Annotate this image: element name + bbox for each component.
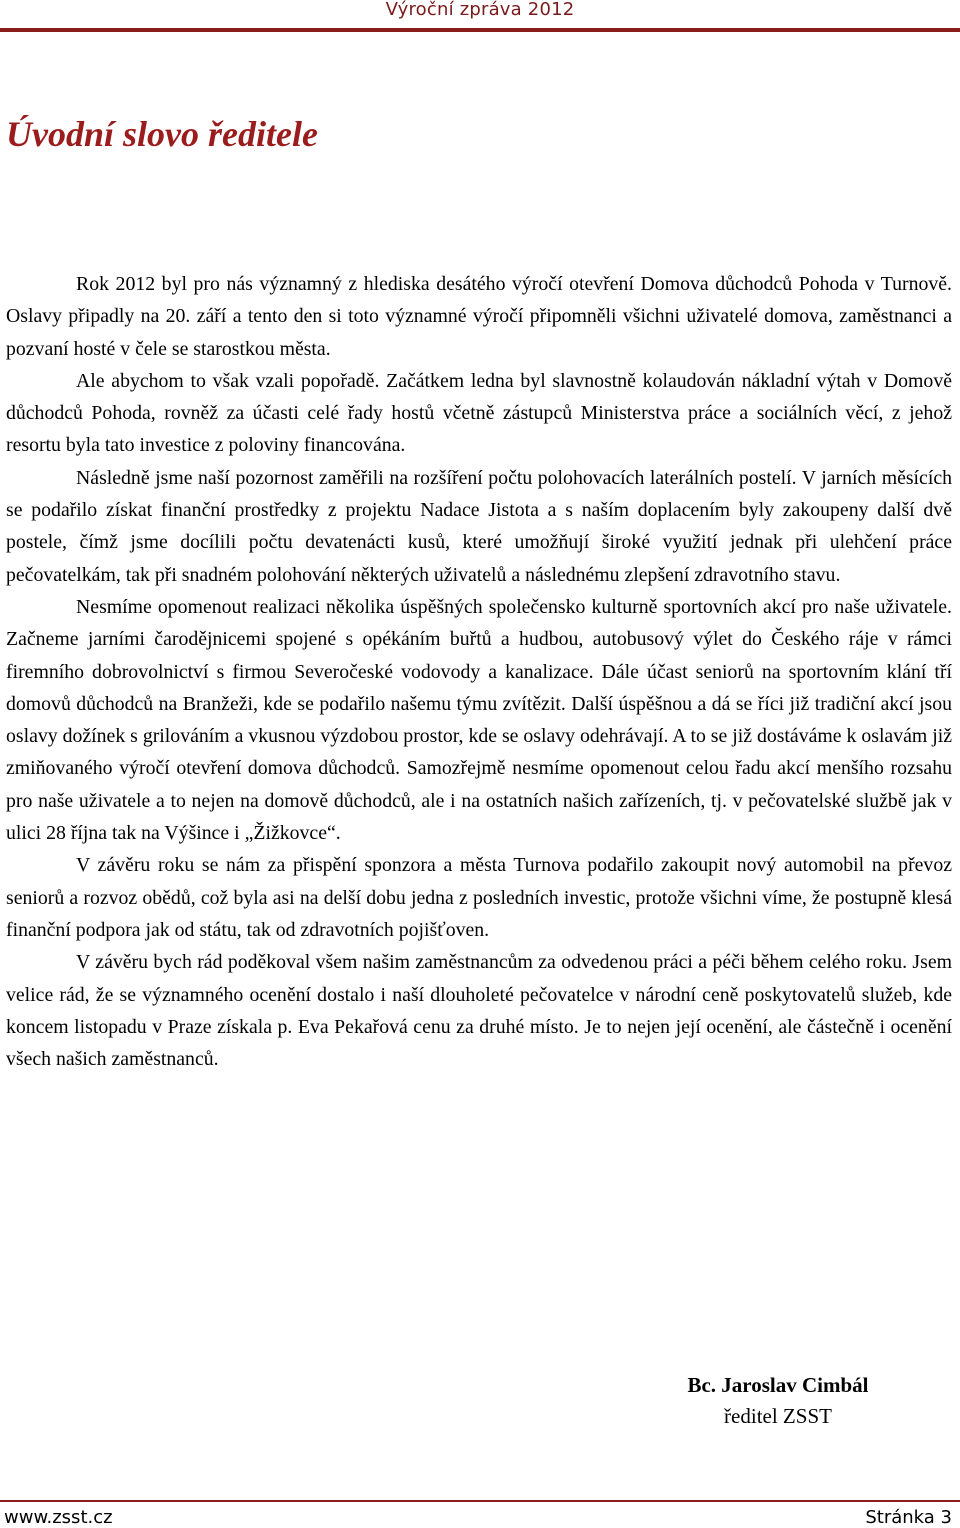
running-header: Výroční zpráva 2012: [385, 0, 575, 20]
page-title: Úvodní slovo ředitele: [6, 114, 318, 154]
paragraph-beds: Následně jsme naší pozornost zaměřili na rozšíření počtu polohovacích laterálních postelí. V jarních měsících se podařilo získat finanční prostředky z projektu Nadace Jistota a s naším doplacením byly zakoupeny další dvě postele, čímž jsme docílili počtu devatenácti kusů, které umožňují široké využití jednak při ulehčení práce pečovatelkám, tak při snadném polohování některých uživatelů a následnému zlepšení zdravotního stavu.: [6, 466, 952, 586]
footer-page-number: Stránka 3: [865, 1507, 952, 1528]
paragraph-vehicle: V závěru roku se nám za přispění sponzora a města Turnova podařilo zakoupit nový automobil na převoz seniorů a rozvoz obědů, což byla asi na delší dobu jedna z posledních investic, protože všichni víme, že postupně klesá finanční podpora jak od státu, tak od zdravotních pojišťoven.: [6, 854, 952, 941]
header-rule: [0, 28, 960, 32]
body-text: [6, 268, 952, 1075]
signature-name: Bc. Jaroslav Cimbál: [687, 1373, 869, 1397]
footer-rule: [0, 1500, 960, 1502]
paragraph-anniversary: Rok 2012 byl pro nás významný z hlediska desátého výročí otevření Domova důchodců Pohoda v Turnově. Oslavy připadly na 20. září a tento den si toto významné výročí připomněli všichni uživatelé domova, zaměstnanci a pozvaní hosté v čele se starostkou města.: [6, 273, 952, 360]
paragraph-thanks: V závěru bych rád poděkoval všem našim zaměstnancům za odvedenou práci a péči během celého roku. Jsem velice rád, že se významného ocenění dostalo i naší dlouholeté pečovatelce v národní ceně poskytovatelů služeb, kde koncem listopadu v Praze získala p. Eva Pekařová cenu za druhé místo. Je to nejen její ocenění, ale částečně i ocenění všech našich zaměstnanců.: [6, 951, 952, 1071]
signature-role: ředitel ZSST: [724, 1404, 832, 1428]
paragraph-events: Nesmíme opomenout realizaci několika úspěšných společensko kulturně sportovních akcí pro naše uživatele. Začneme jarními čarodějnicemi spojené s opékáním buřtů a hudbou, autobusový výlet do Českého ráje v rámci firemního dobrovolnictví s firmou Severočeské vodovody a kanalizace. Dále účast seniorů na sportovním klání tří domovů důchodců na Branžeži, kde se podařilo našemu týmu zvítězit. Další úspěšnou a dá se říci již tradiční akcí jsou oslavy dožínek s grilováním a vkusnou výzdobou prostor, kde se oslavy odehrávají. A to se již dostáváme k oslavám již zmiňovaného výročí otevření domova důchodců. Samozřejmě nesmíme opomenout celou řadu akcí menšího rozsahu pro naše uživatele a to nejen na domově důchodců, ale i na ostatních našich zařízeních, tj. v pečovatelské službě jak v ulici 28 října tak na Výšince i „Žižkovce“.: [6, 595, 952, 845]
footer-website: www.zsst.cz: [4, 1507, 113, 1528]
signature-block: [560, 1370, 940, 1432]
paragraph-elevator: Ale abychom to však vzali popořadě. Začátkem ledna byl slavnostně kolaudován nákladní výtah v Domově důchodců Pohoda, rovněž za účasti celé řady hostů včetně zástupců Ministerstva práce a sociálních věcí, z jehož resortu byla tato investice z poloviny financována.: [6, 369, 952, 457]
